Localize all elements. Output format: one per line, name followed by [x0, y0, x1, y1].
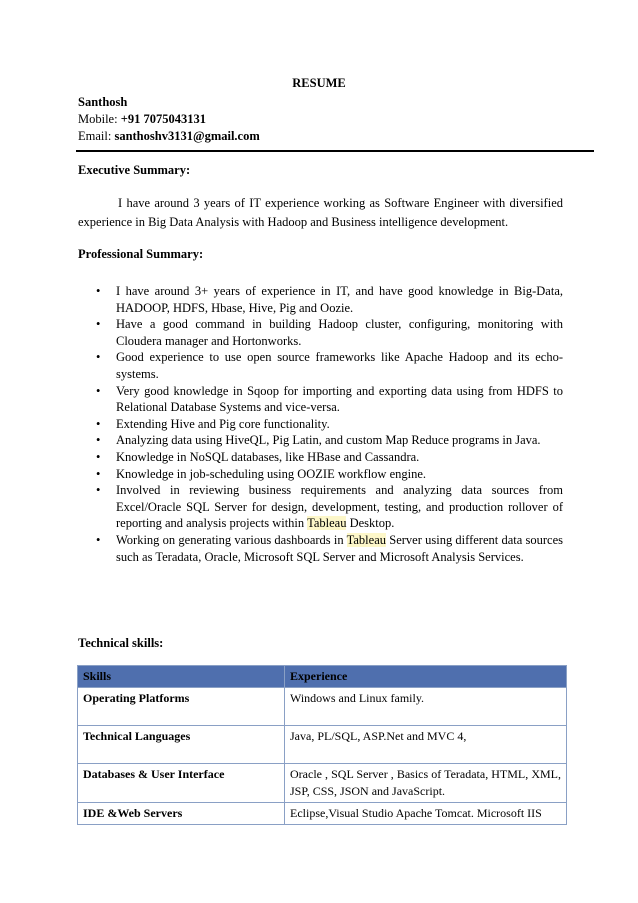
list-item: • Good experience to use open source frameworks like Apache Hadoop and its echo-systems.	[96, 350, 563, 381]
technical-skills-heading: Technical skills:	[78, 636, 164, 650]
header-divider	[76, 150, 594, 152]
professional-summary-heading: Professional Summary:	[78, 247, 204, 261]
mobile-number: +91 7075043131	[120, 112, 206, 126]
skills-column-header: Skills	[78, 666, 285, 688]
mobile-label: Mobile:	[78, 112, 118, 126]
list-item: • Knowledge in NoSQL databases, like HBase and Cassandra.	[96, 449, 420, 464]
technical-skills-table	[77, 665, 567, 825]
list-item: • Extending Hive and Pig core functionality.	[96, 416, 330, 431]
list-item: • Analyzing data using HiveQL, Pig Latin, and custom Map Reduce programs in Java.	[96, 433, 541, 448]
table-row: Databases & User Interface Oracle , SQL Server , Basics of Teradata, HTML, XML, JSP, CSS, JSON and JavaScript.	[78, 764, 567, 803]
table-row: Operating Platforms Windows and Linux family.	[78, 688, 567, 726]
list-item: • I have around 3+ years of experience in IT, and have good knowledge in Big-Data, HADOOP, HDFS, Hbase, Hive, Pig and Oozie.	[96, 284, 563, 315]
table-row: IDE &Web Servers Eclipse,Visual Studio Apache Tomcat. Microsoft IIS	[78, 803, 567, 825]
table-header-row	[78, 666, 567, 688]
experience-column-header: Experience	[285, 666, 567, 688]
candidate-name: Santhosh	[78, 95, 128, 109]
tableau-highlight: Tableau	[307, 516, 347, 531]
email-label: Email:	[78, 129, 112, 143]
professional-summary-list	[78, 283, 563, 565]
tableau-highlight: Tableau	[346, 532, 387, 547]
mobile-line	[78, 112, 206, 127]
list-item: • Working on generating various dashboards in Tableau Server using different data sources such as Teradata, Oracle, Microsoft SQL Server and Microsoft Analysis Services.	[96, 532, 564, 564]
email-address: santhoshv3131@gmail.com	[114, 129, 260, 143]
executive-summary-text: I have around 3 years of IT experience working as Software Engineer with diversified experience in Big Data Analysis with Hadoop and Business intelligence development.	[78, 196, 563, 229]
list-item: • Very good knowledge in Sqoop for importing and exporting data using from HDFS to Relational Database Systems and vice-versa.	[96, 383, 563, 415]
list-item: • Have a good command in building Hadoop cluster, configuring, monitoring with Cloudera manager and Hortonworks.	[96, 317, 563, 348]
list-item: • Involved in reviewing business requirements and analyzing data sources from Excel/Oracle SQL Server for design, development, testing, and production rollover of reporting and analysis projects within Tableau Desktop.	[96, 483, 563, 531]
document-title: RESUME	[292, 76, 346, 90]
executive-summary-heading: Executive Summary:	[78, 163, 191, 177]
table-row: Technical Languages Java, PL/SQL, ASP.Net and MVC 4,	[78, 726, 567, 764]
email-line	[78, 129, 260, 144]
list-item: • Knowledge in job-scheduling using OOZIE workflow engine.	[96, 466, 427, 481]
